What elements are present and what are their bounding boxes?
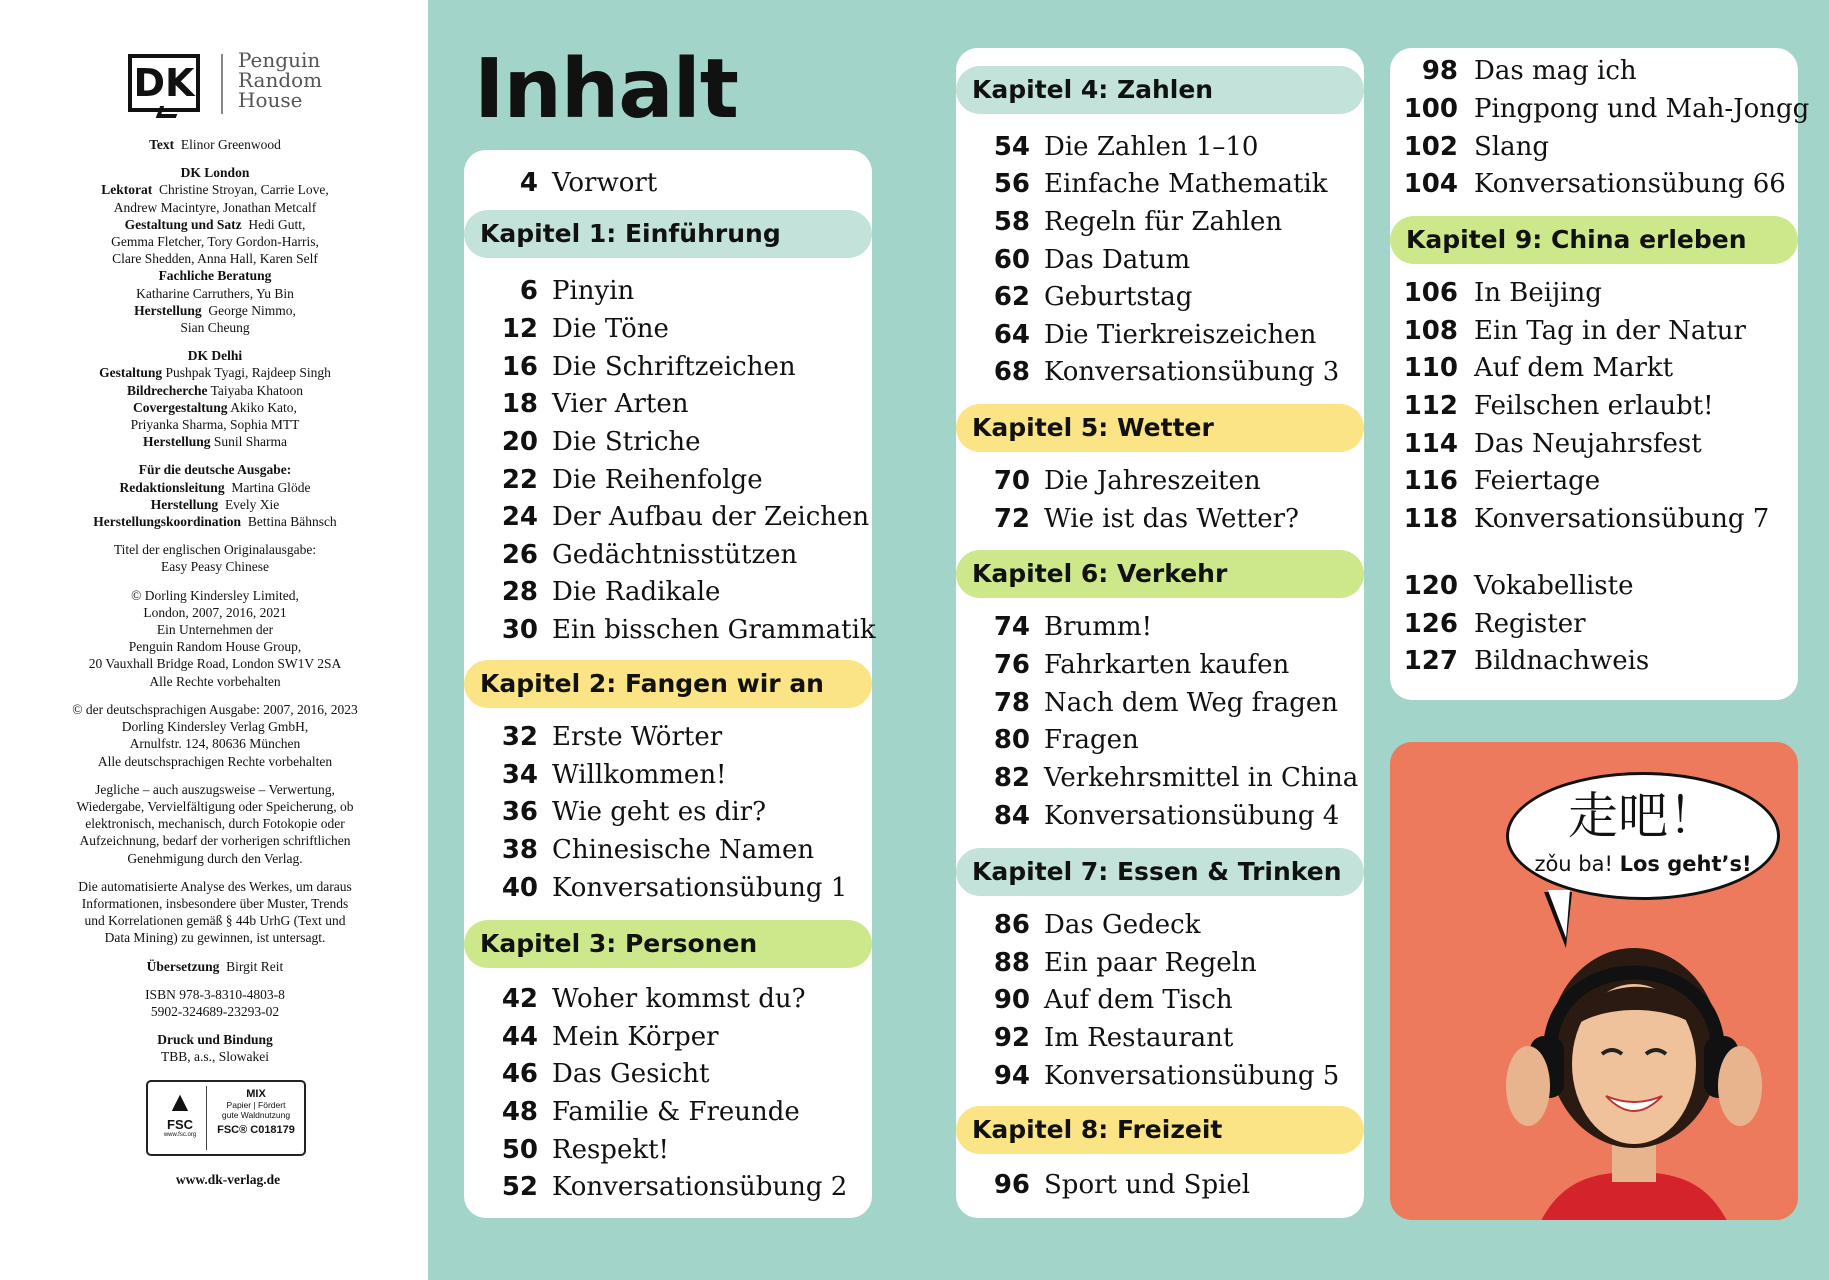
toc-entry[interactable]: 64 Die Tierkreiszeichen <box>993 320 1317 350</box>
toc-entry[interactable]: 16 Die Schriftzeichen <box>501 352 796 382</box>
copyright-de: © der deutschsprachigen Ausgabe: 2007, 2016, 2023 Dorling Kindersley Verlag GmbH, Arnulfstr. 124, 80636 München Alle deutschsprachigen Rechte vorbehalten <box>72 701 358 769</box>
website-link[interactable]: www.dk-verlag.de <box>175 1172 281 1187</box>
toc-entry[interactable]: 62 Geburtstag <box>993 282 1193 312</box>
toc-entry[interactable]: 20 Die Striche <box>501 427 701 457</box>
toc-entry[interactable]: 74 Brumm! <box>993 612 1153 642</box>
penguin-random-house-logo: Penguin Random House <box>238 48 323 112</box>
toc-entry[interactable]: 78 Nach dem Weg fragen <box>993 688 1338 718</box>
toc-entry[interactable]: 22 Die Reihenfolge <box>501 465 763 495</box>
printing: Druck und Bindung TBB, a.s., Slowakei <box>157 1032 273 1065</box>
toc-entry[interactable]: 84 Konversationsübung 4 <box>993 801 1340 831</box>
toc-entry[interactable]: 98 Das mag ich <box>1421 56 1637 86</box>
imprint-text <box>30 136 400 1077</box>
rights-notice: Jegliche – auch auszugsweise – Verwertung, Wiedergabe, Vervielfältigung oder Speicherung, ob elektronisch, mechanisch, durch Fotokopie oder Aufzeichnung, bedarf der vorherigen schriftlichen Genehmigung durch den Verlag. <box>76 781 354 866</box>
chapter-header-4[interactable]: Kapitel 4: Zahlen <box>956 66 1364 114</box>
toc-entry[interactable]: 88 Ein paar Regeln <box>993 948 1257 978</box>
toc-entry[interactable]: 12 Die Töne <box>501 314 669 344</box>
toc-entry[interactable]: 40 Konversationsübung 1 <box>501 873 848 903</box>
pinyin-phrase: zǒu ba! Los geht’s! <box>1534 852 1752 876</box>
toc-entry[interactable]: 18 Vier Arten <box>501 389 689 419</box>
original-title: Titel der englischen Originalausgabe: Easy Peasy Chinese <box>113 542 317 575</box>
toc-entry[interactable]: 76 Fahrkarten kaufen <box>993 650 1290 680</box>
toc-entry[interactable]: 46 Das Gesicht <box>501 1059 710 1089</box>
toc-card-3 <box>1390 48 1810 700</box>
chapter-header-5[interactable]: Kapitel 5: Wetter <box>956 404 1364 452</box>
toc-entry[interactable]: 30 Ein bisschen Grammatik <box>501 615 876 645</box>
toc-entry[interactable]: 6 Pinyin <box>519 276 635 306</box>
toc-entry[interactable]: 68 Konversationsübung 3 <box>993 357 1340 387</box>
speech-bubble <box>1506 772 1780 900</box>
dk-logo: DK <box>128 54 200 112</box>
toc-entry[interactable]: 118 Konversationsübung 7 <box>1403 504 1770 534</box>
toc-entry[interactable]: 60 Das Datum <box>993 245 1191 275</box>
copyright-uk: © Dorling Kindersley Limited, London, 2007, 2016, 2021 Ein Unternehmen der Penguin Random House Group, 20 Vauxhall Bridge Road, London SW1V 2SA Alle Rechte vorbehalten <box>88 587 342 689</box>
tdm-notice: Die automatisierte Analyse des Werkes, um daraus Informationen, insbesondere über Muster, Trends und Korrelationen gemäß § 44b UrhG (Text und Data Mining) zu gewinnen, ist untersagt. <box>78 878 352 946</box>
toc-entry[interactable]: 42 Woher kommst du? <box>501 984 806 1014</box>
chapter-header-3[interactable]: Kapitel 3: Personen <box>464 920 872 968</box>
toc-entry[interactable]: 102 Slang <box>1403 132 1550 162</box>
toc-entry[interactable]: 94 Konversationsübung 5 <box>993 1061 1340 1091</box>
page-title: Inhalt <box>474 42 738 137</box>
toc-entry[interactable]: 104 Konversationsübung 66 <box>1403 169 1786 199</box>
toc-entry[interactable]: 48 Familie & Freunde <box>501 1097 800 1127</box>
photo-panel <box>1390 742 1798 1220</box>
toc-entry[interactable]: 127 Bildnachweis <box>1403 646 1650 676</box>
toc-entry[interactable]: 28 Die Radikale <box>501 577 721 607</box>
toc-entry[interactable]: 24 Der Aufbau der Zeichen <box>501 502 870 532</box>
toc-entry[interactable]: 80 Fragen <box>993 725 1139 755</box>
chapter-header-1[interactable]: Kapitel 1: Einführung <box>464 210 872 258</box>
toc-entry[interactable]: 50 Respekt! <box>501 1135 669 1165</box>
toc-entry[interactable]: 56 Einfache Mathematik <box>993 169 1328 199</box>
chapter-header-8[interactable]: Kapitel 8: Freizeit <box>956 1106 1364 1154</box>
toc-entry[interactable]: 110 Auf dem Markt <box>1403 353 1674 383</box>
toc-entry[interactable]: 44 Mein Körper <box>501 1022 719 1052</box>
isbn: ISBN 978-3-8310-4803-8 5902-324689-23293-02 <box>145 986 285 1019</box>
translator: Übersetzung Birgit Reit <box>146 958 284 974</box>
chinese-phrase: 走吧！ <box>1568 787 1718 845</box>
woman-with-headphones-image <box>1494 936 1774 1220</box>
toc-entry[interactable]: 120 Vokabelliste <box>1403 571 1634 601</box>
toc-entry[interactable]: 116 Feiertage <box>1403 466 1601 496</box>
toc-entry[interactable]: 34 Willkommen! <box>501 760 727 790</box>
fsc-label: ▲ FSC www.fsc.org MIX Papier | Fördert gute Waldnutzung FSC® C018179 <box>146 1080 306 1156</box>
toc-entry[interactable]: 100 Pingpong und Mah-Jongg <box>1403 94 1810 124</box>
toc-entry[interactable]: 72 Wie ist das Wetter? <box>993 504 1299 534</box>
chapter-header-6[interactable]: Kapitel 6: Verkehr <box>956 550 1364 598</box>
toc-entry[interactable]: 96 Sport und Spiel <box>993 1170 1251 1200</box>
toc-entry[interactable]: 58 Regeln für Zahlen <box>993 207 1283 237</box>
toc-entry[interactable]: 90 Auf dem Tisch <box>993 985 1233 1015</box>
toc-entry[interactable]: 126 Register <box>1403 609 1586 639</box>
toc-entry[interactable]: 82 Verkehrsmittel in China <box>993 763 1359 793</box>
toc-entry[interactable]: 114 Das Neujahrsfest <box>1403 429 1702 459</box>
credit-german-edition: Für die deutsche Ausgabe: Redaktionsleitung Martina Glöde Herstellung Evely Xie Herstellungskoordination Bettina Bähnsch <box>93 462 337 530</box>
toc-entry[interactable]: 86 Das Gedeck <box>993 910 1201 940</box>
credit-text: Text Elinor Greenwood <box>149 137 281 152</box>
fsc-tree-icon: ▲ FSC www.fsc.org <box>154 1086 207 1150</box>
toc-card-1 <box>464 150 876 1218</box>
logo-divider <box>221 54 223 114</box>
toc-entry[interactable]: 70 Die Jahreszeiten <box>993 466 1261 496</box>
chapter-header-7[interactable]: Kapitel 7: Essen & Trinken <box>956 848 1364 896</box>
toc-entry[interactable]: 106 In Beijing <box>1403 278 1602 308</box>
imprint-column <box>0 0 428 1280</box>
toc-entry[interactable]: 108 Ein Tag in der Natur <box>1403 316 1746 346</box>
toc-entry[interactable]: 26 Gedächtnisstützen <box>501 540 798 570</box>
credit-dk-delhi: DK Delhi Gestaltung Pushpak Tyagi, Rajdeep Singh Bildrecherche Taiyaba Khatoon Covergestaltung Akiko Kato, Priyanka Sharma, Sophia MTT Herstellung Sunil Sharma <box>99 348 331 450</box>
credit-dk-london: DK London Lektorat Christine Stroyan, Carrie Love, Andrew Macintyre, Jonathan Metcalf Gestaltung und Satz Hedi Gutt, Gemma Fletcher, Tory Gordon-Harris, Clare Shedden, Anna Hall, Karen Self Fachliche Beratung Katharine Carruthers, Yu Bin Herstellung George Nimmo, Sian Cheung <box>101 165 329 336</box>
toc-entry[interactable]: 4 Vorwort <box>519 168 658 198</box>
toc-entry[interactable]: 54 Die Zahlen 1–10 <box>993 132 1259 162</box>
toc-card-2 <box>956 48 1364 1218</box>
toc-entry[interactable]: 92 Im Restaurant <box>993 1023 1234 1053</box>
toc-entry[interactable]: 36 Wie geht es dir? <box>501 797 767 827</box>
toc-entry[interactable]: 52 Konversationsübung 2 <box>501 1172 848 1202</box>
chapter-header-9[interactable]: Kapitel 9: China erleben <box>1390 216 1798 264</box>
toc-entry[interactable]: 32 Erste Wörter <box>501 722 723 752</box>
toc-entry[interactable]: 112 Feilschen erlaubt! <box>1403 391 1714 421</box>
chapter-header-2[interactable]: Kapitel 2: Fangen wir an <box>464 660 872 708</box>
toc-entry[interactable]: 38 Chinesische Namen <box>501 835 815 865</box>
